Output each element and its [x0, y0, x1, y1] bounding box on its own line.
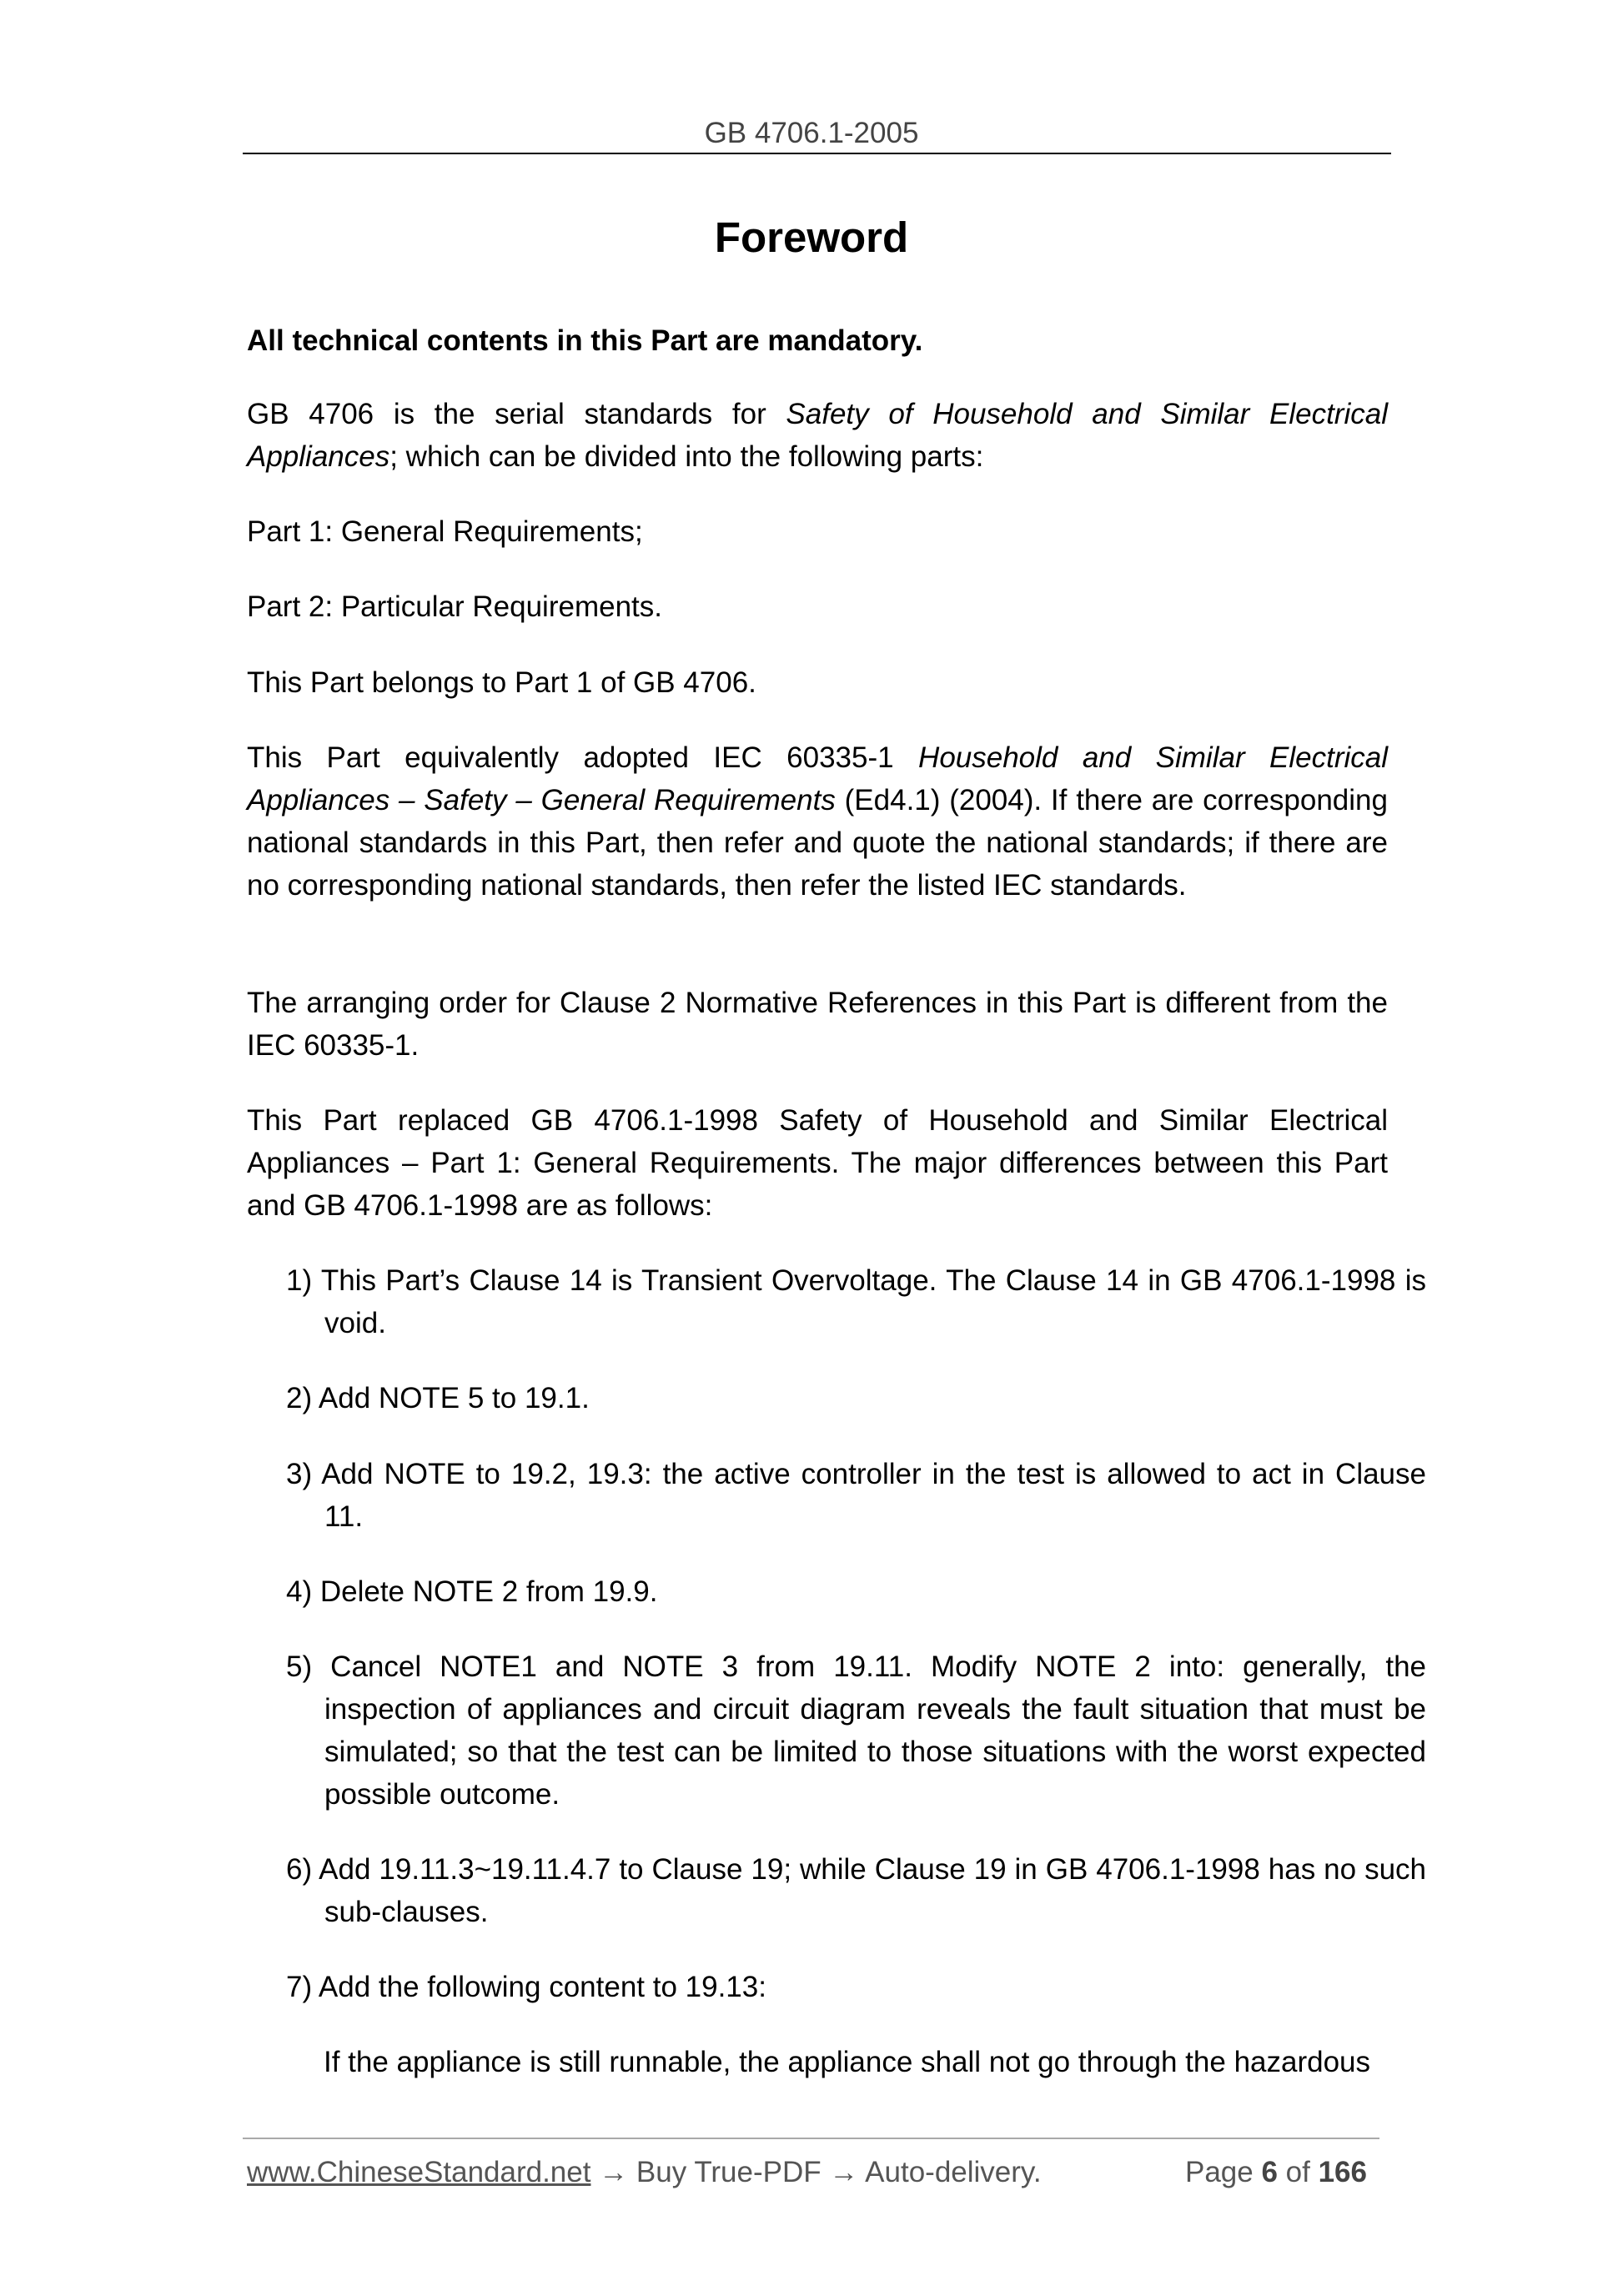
difference-item-1: 1) This Part’s Clause 14 is Transient Overvoltage. The Clause 14 in GB 4706.1-1998 is void.: [286, 1264, 1426, 1339]
footer-promo-text: → Buy True-PDF → Auto-delivery.: [590, 2156, 1042, 2188]
page-of: of: [1277, 2156, 1319, 2188]
belongs-paragraph: This Part belongs to Part 1 of GB 4706.: [247, 666, 756, 699]
page-number: [1185, 2156, 1367, 2189]
adopted-text-start: This Part equivalently adopted IEC 60335-1: [247, 741, 919, 774]
page-current: 6: [1261, 2156, 1278, 2188]
running-header: GB 4706.1-2005: [704, 117, 919, 149]
adopted-title-italic: Household and Similar Electrical Appliances – Safety – General Requirements: [247, 741, 1389, 816]
adopted-text-end: (Ed4.1) (2004). If there are corresponding national standards in this Part, then refer and quote the national standards; if there are no corresponding national standards, then refer the listed IEC standards.: [247, 784, 1388, 902]
page-total: 166: [1318, 2156, 1367, 2188]
adopted-paragraph: [247, 736, 1388, 907]
serial-text-end: ; which can be divided into the following parts:: [389, 440, 984, 473]
serial-text-start: GB 4706 is the serial standards for: [247, 398, 786, 430]
serial-standards-paragraph: [247, 393, 1388, 478]
continuation-text: If the appliance is still runnable, the appliance shall not go through the hazardous: [324, 2046, 1371, 2078]
difference-item-7: 7) Add the following content to 19.13:: [286, 1971, 766, 2003]
header-divider: [243, 153, 1391, 154]
footer-divider: [243, 2138, 1379, 2139]
difference-item-4: 4) Delete NOTE 2 from 19.9.: [286, 1575, 658, 1608]
website-link[interactable]: www.ChineseStandard.net: [247, 2156, 591, 2188]
part-1-line: Part 1: General Requirements;: [247, 515, 643, 548]
part-2-line: Part 2: Particular Requirements.: [247, 590, 662, 623]
arranging-paragraph: The arranging order for Clause 2 Normative References in this Part is different from the IEC 60335-1.: [247, 987, 1388, 1062]
difference-item-5: 5) Cancel NOTE1 and NOTE 3 from 19.11. Modify NOTE 2 into: generally, the inspection of appliances and circuit diagram reveals the fault situation that must be simulated; so that the test can be limited to those situations with the worst expected possible outcome.: [286, 1650, 1426, 1811]
difference-item-2: 2) Add NOTE 5 to 19.1.: [286, 1382, 590, 1414]
serial-title-italic: Safety of Household and Similar Electrical Appliances: [247, 398, 1388, 473]
replaced-paragraph: This Part replaced GB 4706.1-1998 Safety of Household and Similar Electrical Appliances – Part 1: General Requirements. The major differences between this Part and GB 4706.1-1998 are as follows:: [247, 1104, 1388, 1222]
page-title: Foreword: [714, 214, 909, 261]
difference-item-6: 6) Add 19.11.3~19.11.4.7 to Clause 19; while Clause 19 in GB 4706.1-1998 has no such sub-clauses.: [286, 1853, 1426, 1928]
footer-promo: [247, 2156, 1042, 2189]
difference-item-3: 3) Add NOTE to 19.2, 19.3: the active controller in the test is allowed to act in Clause 11.: [286, 1458, 1426, 1533]
page-label: Page: [1185, 2156, 1262, 2188]
mandatory-statement: All technical contents in this Part are mandatory.: [247, 324, 923, 357]
